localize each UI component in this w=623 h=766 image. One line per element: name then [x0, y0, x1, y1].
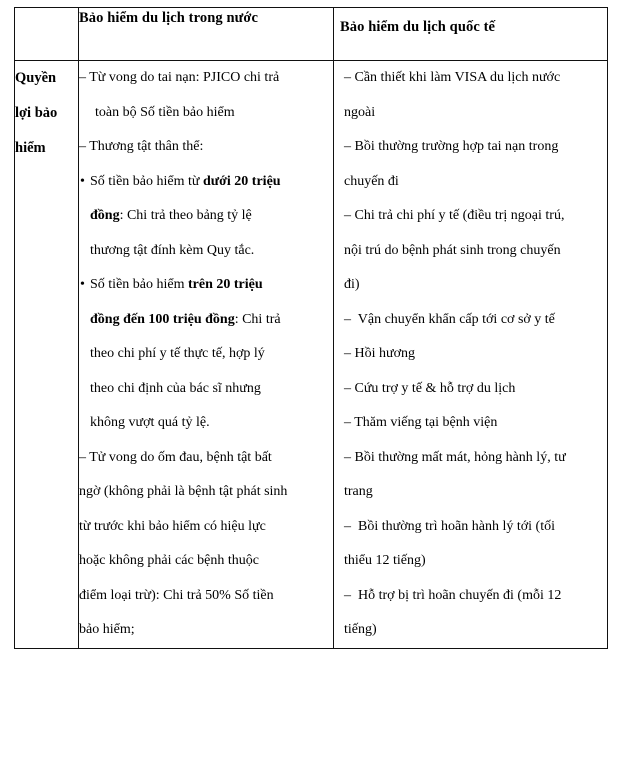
intl-item-7-text: Thăm viếng tại bệnh viện — [354, 415, 498, 430]
dash-marker: – — [344, 70, 351, 85]
domestic-bullet-item-1 — [79, 165, 333, 269]
domestic-bullet-1-text-b: : Chi trả theo bảng tỷ lệ — [119, 208, 252, 223]
table-header-row — [15, 8, 608, 61]
domestic-item-2-text: Thương tật thân thể: — [89, 139, 204, 154]
row-label-line-3: hiểm — [15, 140, 46, 156]
domestic-item-3-line-6: bảo hiểm; — [79, 622, 135, 637]
domestic-item-1-line-2: toàn bộ Số tiền bảo hiểm — [95, 104, 235, 120]
intl-item-3-line-1 — [344, 199, 607, 234]
intl-item-9-text: Bồi thường trì hoãn hành lý tới (tối — [358, 518, 555, 534]
header-label-domestic: Bảo hiểm du lịch trong nước — [79, 10, 259, 26]
content-cell-domestic — [79, 61, 334, 649]
dash-marker: – — [344, 139, 351, 154]
domestic-bullet-2-bold-a: trên 20 triệu — [188, 277, 263, 292]
domestic-item-1-line-1 — [79, 61, 333, 96]
domestic-bullet-item-2 — [79, 268, 333, 441]
header-cell-international — [334, 8, 608, 61]
bullet-icon: • — [80, 173, 85, 189]
domestic-bullet-2-line-1 — [90, 268, 333, 303]
intl-item-7-line-1 — [344, 406, 607, 441]
intl-item-2-line-1 — [344, 130, 607, 165]
intl-item-10-text: Hỗ trợ bị trì hoãn chuyến đi (mỗi 12 — [358, 587, 562, 603]
domestic-item-3-line-5: điểm loại trừ): Chi trả 50% Số tiền — [79, 587, 274, 603]
intl-item-1-line-1 — [344, 61, 607, 96]
dash-marker: – — [344, 346, 351, 361]
row-label-line-2: lợi bảo — [15, 105, 58, 121]
intl-item-3-text: Chi trả chi phí y tế (điều trị ngoại trú, — [354, 208, 565, 223]
intl-item-8-line-2: trang — [344, 484, 373, 499]
intl-item-10-line-1 — [344, 579, 607, 614]
table-body-row — [15, 61, 608, 649]
dash-marker: – — [344, 415, 351, 430]
domestic-item-3-line-2: ngờ (không phải là bệnh tật phát sinh — [79, 484, 288, 499]
domestic-bullet-1-line-3: thương tật đính kèm Quy tắc. — [90, 242, 255, 258]
intl-item-9-line-1 — [344, 510, 607, 545]
domestic-bullet-1-line-2 — [90, 199, 333, 234]
intl-item-10-line-2: tiếng) — [344, 622, 377, 637]
row-label-line-1: Quyền — [15, 70, 57, 86]
insurance-benefit-comparison-table — [14, 7, 608, 649]
intl-item-5-text: Hồi hương — [354, 346, 415, 361]
intl-item-1-line-2: ngoài — [344, 104, 376, 120]
domestic-bullet-2-text-b: : Chi trả — [234, 311, 281, 327]
intl-item-8-text: Bồi thường mất mát, hỏng hành lý, tư — [354, 449, 566, 465]
domestic-item-3-text: Tử vong do ốm đau, bệnh tật bất — [89, 449, 272, 465]
intl-item-3-line-3: đi) — [344, 277, 360, 292]
dash-marker: – — [79, 70, 86, 85]
intl-item-8-line-1 — [344, 441, 607, 476]
domestic-item-3-line-4: hoặc không phải các bệnh thuộc — [79, 553, 259, 568]
domestic-item-3-line-1 — [79, 441, 333, 476]
domestic-bullet-2-line-2 — [90, 303, 333, 338]
intl-item-5-line-1 — [344, 337, 607, 372]
domestic-bullet-1-line-1 — [90, 165, 333, 200]
dash-marker: – — [79, 449, 86, 465]
header-cell-domestic — [79, 8, 334, 61]
header-label-international: Bảo hiểm du lịch quốc tế — [340, 19, 496, 35]
domestic-bullet-2-line-5: không vượt quá tỷ lệ. — [90, 415, 210, 430]
domestic-item-3-line-3: từ trước khi bảo hiểm có hiệu lực — [79, 518, 266, 534]
dash-marker: – — [344, 518, 351, 534]
intl-item-4-text: Vận chuyển khẩn cấp tới cơ sở y tế — [357, 311, 555, 327]
intl-item-3-line-2: nội trú do bệnh phát sinh trong chuyến — [344, 242, 561, 258]
intl-item-9-line-2: thiểu 12 tiếng) — [344, 553, 426, 568]
intl-item-2-text: Bồi thường trường hợp tai nạn trong — [354, 139, 559, 154]
dash-marker: – — [344, 587, 351, 603]
domestic-bullet-1-bold-a: dưới 20 triệu — [202, 173, 281, 189]
intl-item-2-line-2: chuyến đi — [344, 173, 399, 189]
domestic-bullet-1-text-a: Số tiền bảo hiểm từ — [90, 173, 203, 189]
header-cell-empty — [15, 8, 79, 61]
intl-item-1-text: Cần thiết khi làm VISA du lịch nước — [354, 70, 561, 85]
intl-item-6-text: Cứu trợ y tế & hỗ trợ du lịch — [354, 380, 516, 396]
domestic-bullet-2-line-4: theo chi định của bác sĩ nhưng — [90, 380, 261, 396]
content-cell-international — [334, 61, 608, 649]
dash-marker: – — [344, 208, 351, 223]
dash-marker: – — [79, 139, 86, 154]
intl-item-6-line-1 — [344, 372, 607, 407]
domestic-bullet-1-bold-b: đồng — [90, 208, 120, 223]
dash-marker: – — [344, 449, 351, 465]
domestic-bullet-2-line-3: theo chi phí y tế thực tế, hợp lý — [90, 346, 265, 361]
intl-item-4-line-1 — [344, 303, 607, 338]
bullet-icon: • — [80, 277, 85, 292]
domestic-bullet-2-text-a: Số tiền bảo hiểm — [90, 277, 188, 292]
row-label-cell — [15, 61, 79, 649]
domestic-bullet-2-bold-b: đồng đến 100 triệu đồng — [90, 311, 235, 327]
domestic-item-1-text: Từ vong do tai nạn: PJICO chi trả — [89, 70, 280, 85]
dash-marker: – — [344, 311, 351, 327]
dash-marker: – — [344, 380, 351, 396]
domestic-item-2-line-1 — [79, 130, 333, 165]
